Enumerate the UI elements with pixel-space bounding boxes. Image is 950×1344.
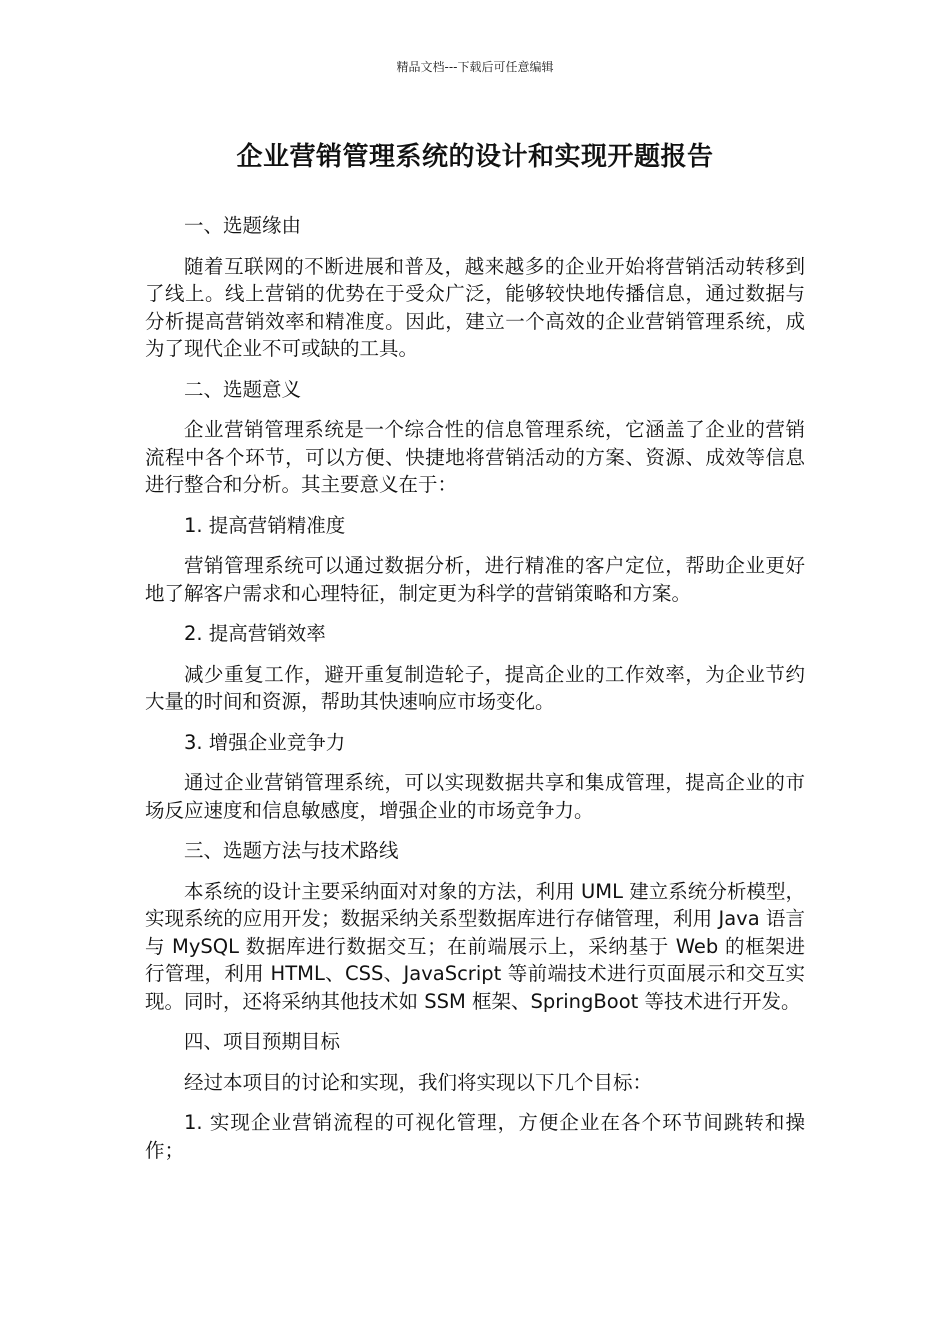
section-heading-method: 三、选题方法与技术路线 [184, 839, 399, 862]
subheading-precision: 1. 提高营销精准度 [184, 513, 346, 537]
section-heading-goals: 四、项目预期目标 [184, 1030, 341, 1053]
paragraph-competitiveness: 通过企业营销管理系统，可以实现数据共享和集成管理，提高企业的市场反应速度和信息敏感度，增强企业的市场竞争力。 [145, 771, 805, 822]
paragraph-goals-intro: 经过本项目的讨论和实现，我们将实现以下几个目标： [184, 1070, 653, 1094]
section-heading-reason: 一、选题缘由 [184, 214, 302, 237]
paragraph-goal-1: 1. 实现企业营销流程的可视化管理，方便企业在各个环节间跳转和操作； [145, 1111, 805, 1162]
document-title: 企业营销管理系统的设计和实现开题报告 [236, 142, 714, 172]
paragraph-method: 本系统的设计主要采纳面对对象的方法，利用 UML 建立系统分析模型，实现系统的应用开发；数据采纳关系型数据库进行存储管理，利用 Java 语言与 MySQL 数据库进行数据交互；在前端展示上，采纳基于 Web 的框架进行管理，利用 HTML、CSS、JavaScript 等前端技术进行页面展示和交互实现。同时，还将采纳其他技术如 SSM 框架、SpringBoot 等技术进行开发。 [145, 879, 805, 1013]
document-body [145, 212, 805, 1177]
subheading-efficiency: 2. 提高营销效率 [184, 622, 326, 645]
page-header: 精品文档---下载后可任意编辑 [396, 60, 554, 74]
paragraph-significance: 企业营销管理系统是一个综合性的信息管理系统，它涵盖了企业的营销流程中各个环节，可以方便、快捷地将营销活动的方案、资源、成效等信息进行整合和分析。其主要意义在于： [145, 418, 805, 496]
section-heading-significance: 二、选题意义 [184, 377, 302, 401]
paragraph-efficiency: 减少重复工作，避开重复制造轮子，提高企业的工作效率，为企业节约大量的时间和资源，帮助其快速响应市场变化。 [145, 662, 805, 713]
paragraph-reason: 随着互联网的不断进展和普及，越来越多的企业开始将营销活动转移到了线上。线上营销的优势在于受众广泛，能够较快地传播信息，通过数据与分析提高营销效率和精准度。因此，建立一个高效的企业营销管理系统，成为了现代企业不可或缺的工具。 [145, 254, 805, 360]
paragraph-precision: 营销管理系统可以通过数据分析，进行精准的客户定位，帮助企业更好地了解客户需求和心理特征，制定更为科学的营销策略和方案。 [145, 554, 805, 605]
subheading-competitiveness: 3. 增强企业竞争力 [184, 730, 346, 754]
